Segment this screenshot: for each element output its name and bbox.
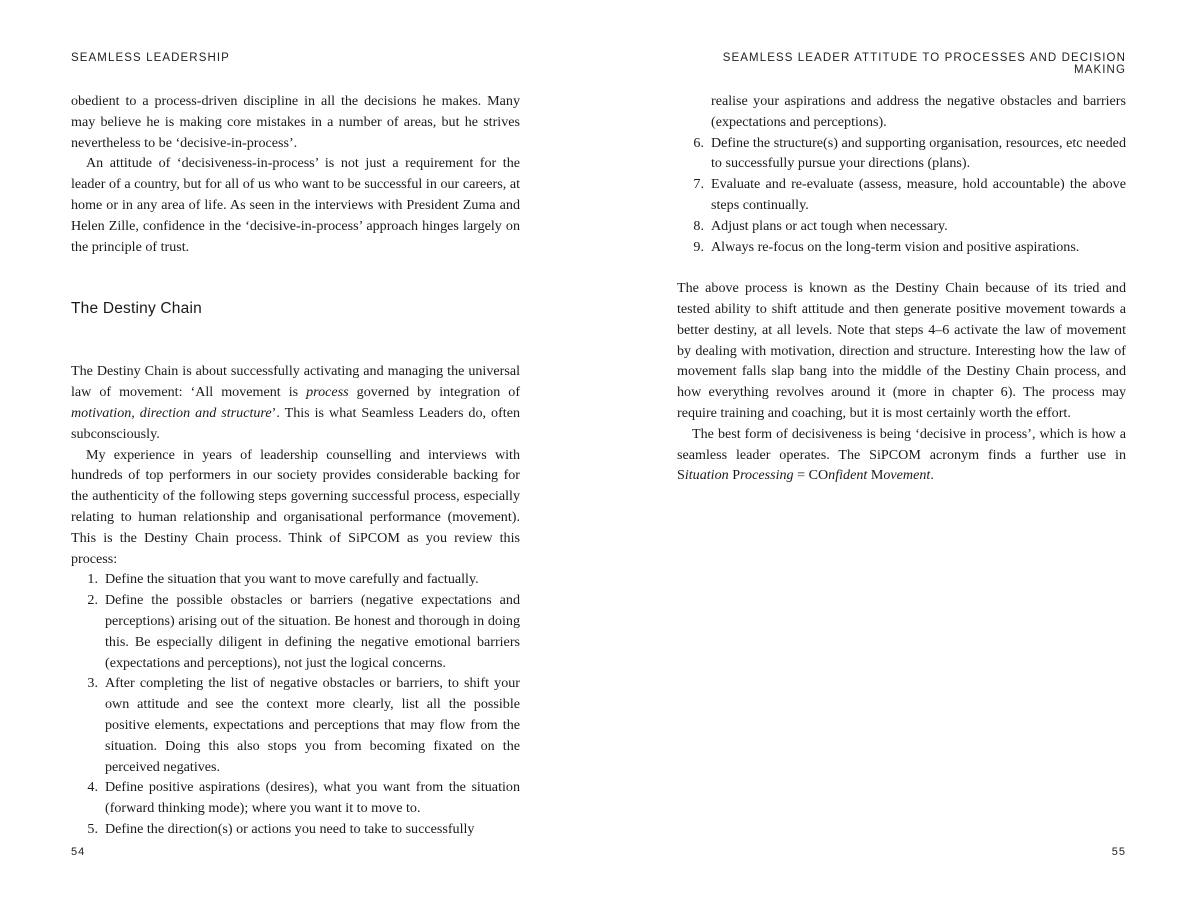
paragraph [677,424,1126,486]
list-item [677,133,1126,175]
paragraph [71,361,520,444]
list-text: After completing the list of negative obstacles or barriers, to shift your own attitude and see the context more clearly, list all the possible positive elements, expectations and perceptions that may flow from the situation. Doing this also stops you from becoming fixated on the perceived negatives. [105,675,520,775]
section-heading-block [71,257,520,361]
text-run: The Destiny Chain is about successfully activating and managing the universal law of movement: ‘All movement is [71,363,520,401]
list-item [677,237,1126,258]
running-head-right: SEAMLESS LEADER ATTITUDE TO PROCESSES AND DECISION MAKING [722,52,1126,76]
italic-run: rocessing [740,467,794,484]
paragraph: The above process is known as the Destiny Chain because of its tried and tested ability to shift attitude and then generate positive movement towards a better destiny, at all levels. Note that steps 4–6 activate the law of movement by dealing with motivation, direction and structure. Interesting how the law of movement falls slap bang into the middle of the Destiny Chain process, and how everything revolves around it (more in chapter 6). The process may require training and coaching, but it is most certainly worth the effort. [677,280,1126,421]
list-item [677,174,1126,216]
left-page [71,0,520,917]
left-page-body [71,91,520,840]
destiny-chain-steps [71,569,520,839]
list-number: 1. [87,571,98,588]
list-text: Always re-focus on the long-term vision and positive aspirations. [711,238,1080,255]
list-item [71,819,520,840]
text-run: governed by integration of [348,384,521,401]
list-number: 5. [87,820,98,837]
italic-run: ovement [883,467,931,484]
list-number: 4. [87,779,98,796]
list-text: Define positive aspirations (desires), what you want from the situation (forward thinking mode); where you want it to move to. [105,779,520,817]
right-page [677,0,1126,917]
list-item-continuation: realise your aspirations and address the negative obstacles and barriers (expectations and perceptions). [711,93,1126,130]
list-item [71,590,520,673]
paragraph: obedient to a process-driven discipline in all the decisions he makes. Many may believe he is making core mistakes in a number of areas, but he strives nevertheless to be ‘decisive-in-process’. [71,93,520,151]
running-head-left: SEAMLESS LEADERSHIP [71,52,230,64]
destiny-chain-steps-continued [677,133,1126,258]
list-number: 8. [693,217,704,234]
list-item [677,216,1126,237]
list-text: Define the direction(s) or actions you need to take to successfully [105,820,475,837]
list-text: Evaluate and re-evaluate (assess, measure, hold accountable) the above steps continually. [711,176,1126,213]
list-number: 9. [693,238,704,255]
paragraph: My experience in years of leadership counselling and interviews with hundreds of top performers in our society provides considerable backing for the authenticity of the following steps governing successful process, especially relating to human relationship and organisational performance (movement). This is the Destiny Chain process. Think of SiPCOM as you review this process: [71,446,520,567]
list-number: 2. [87,592,98,609]
list-text: Define the situation that you want to move carefully and factually. [105,571,479,588]
italic-run: ituation [684,467,729,484]
list-number: 6. [693,134,704,151]
page-number-right: 55 [1111,846,1126,858]
italic-run: nfident [828,467,868,484]
text-run: ’. This is what Seamless Leaders do, often subconsciously. [71,404,520,442]
list-item [71,569,520,590]
text-run: M [867,467,884,484]
list-number: 3. [87,675,98,692]
right-page-body [677,91,1126,486]
list-item [71,673,520,777]
paragraph-spacer [677,257,1126,278]
text-run: P [728,467,741,484]
list-text: Adjust plans or act tough when necessary. [711,217,948,234]
section-heading: The Destiny Chain [71,299,202,317]
page-number-left: 54 [71,846,86,858]
list-number: 7. [693,176,704,193]
paragraph: An attitude of ‘decisiveness-in-process’ is not just a requirement for the leader of a country, but for all of us who want to be successful in our careers, at home or in any area of life. As seen in the interviews with President Zuma and Helen Zille, confidence in the ‘decisive-in-process’ approach hinges largely on the principle of trust. [71,155,520,255]
text-run: = CO [793,467,829,484]
text-run: . [930,467,934,484]
italic-run: motivation, direction and structure [71,404,272,421]
list-text: Define the possible obstacles or barriers (negative expectations and perceptions) arising out of the situation. Be honest and thorough in doing this. Be especially diligent in defining the negative emotional barriers (expectations and perceptions), not just the logical concerns. [105,592,520,671]
italic-run: process [306,384,349,401]
list-text: Define the structure(s) and supporting organisation, resources, etc needed to successfully pursue your directions (plans). [711,134,1126,172]
list-item [71,777,520,819]
text-run: The best form of decisiveness is being ‘decisive in process’, which is how a seamless leader operates. The SiPCOM acronym finds a further use in S [677,425,1126,484]
